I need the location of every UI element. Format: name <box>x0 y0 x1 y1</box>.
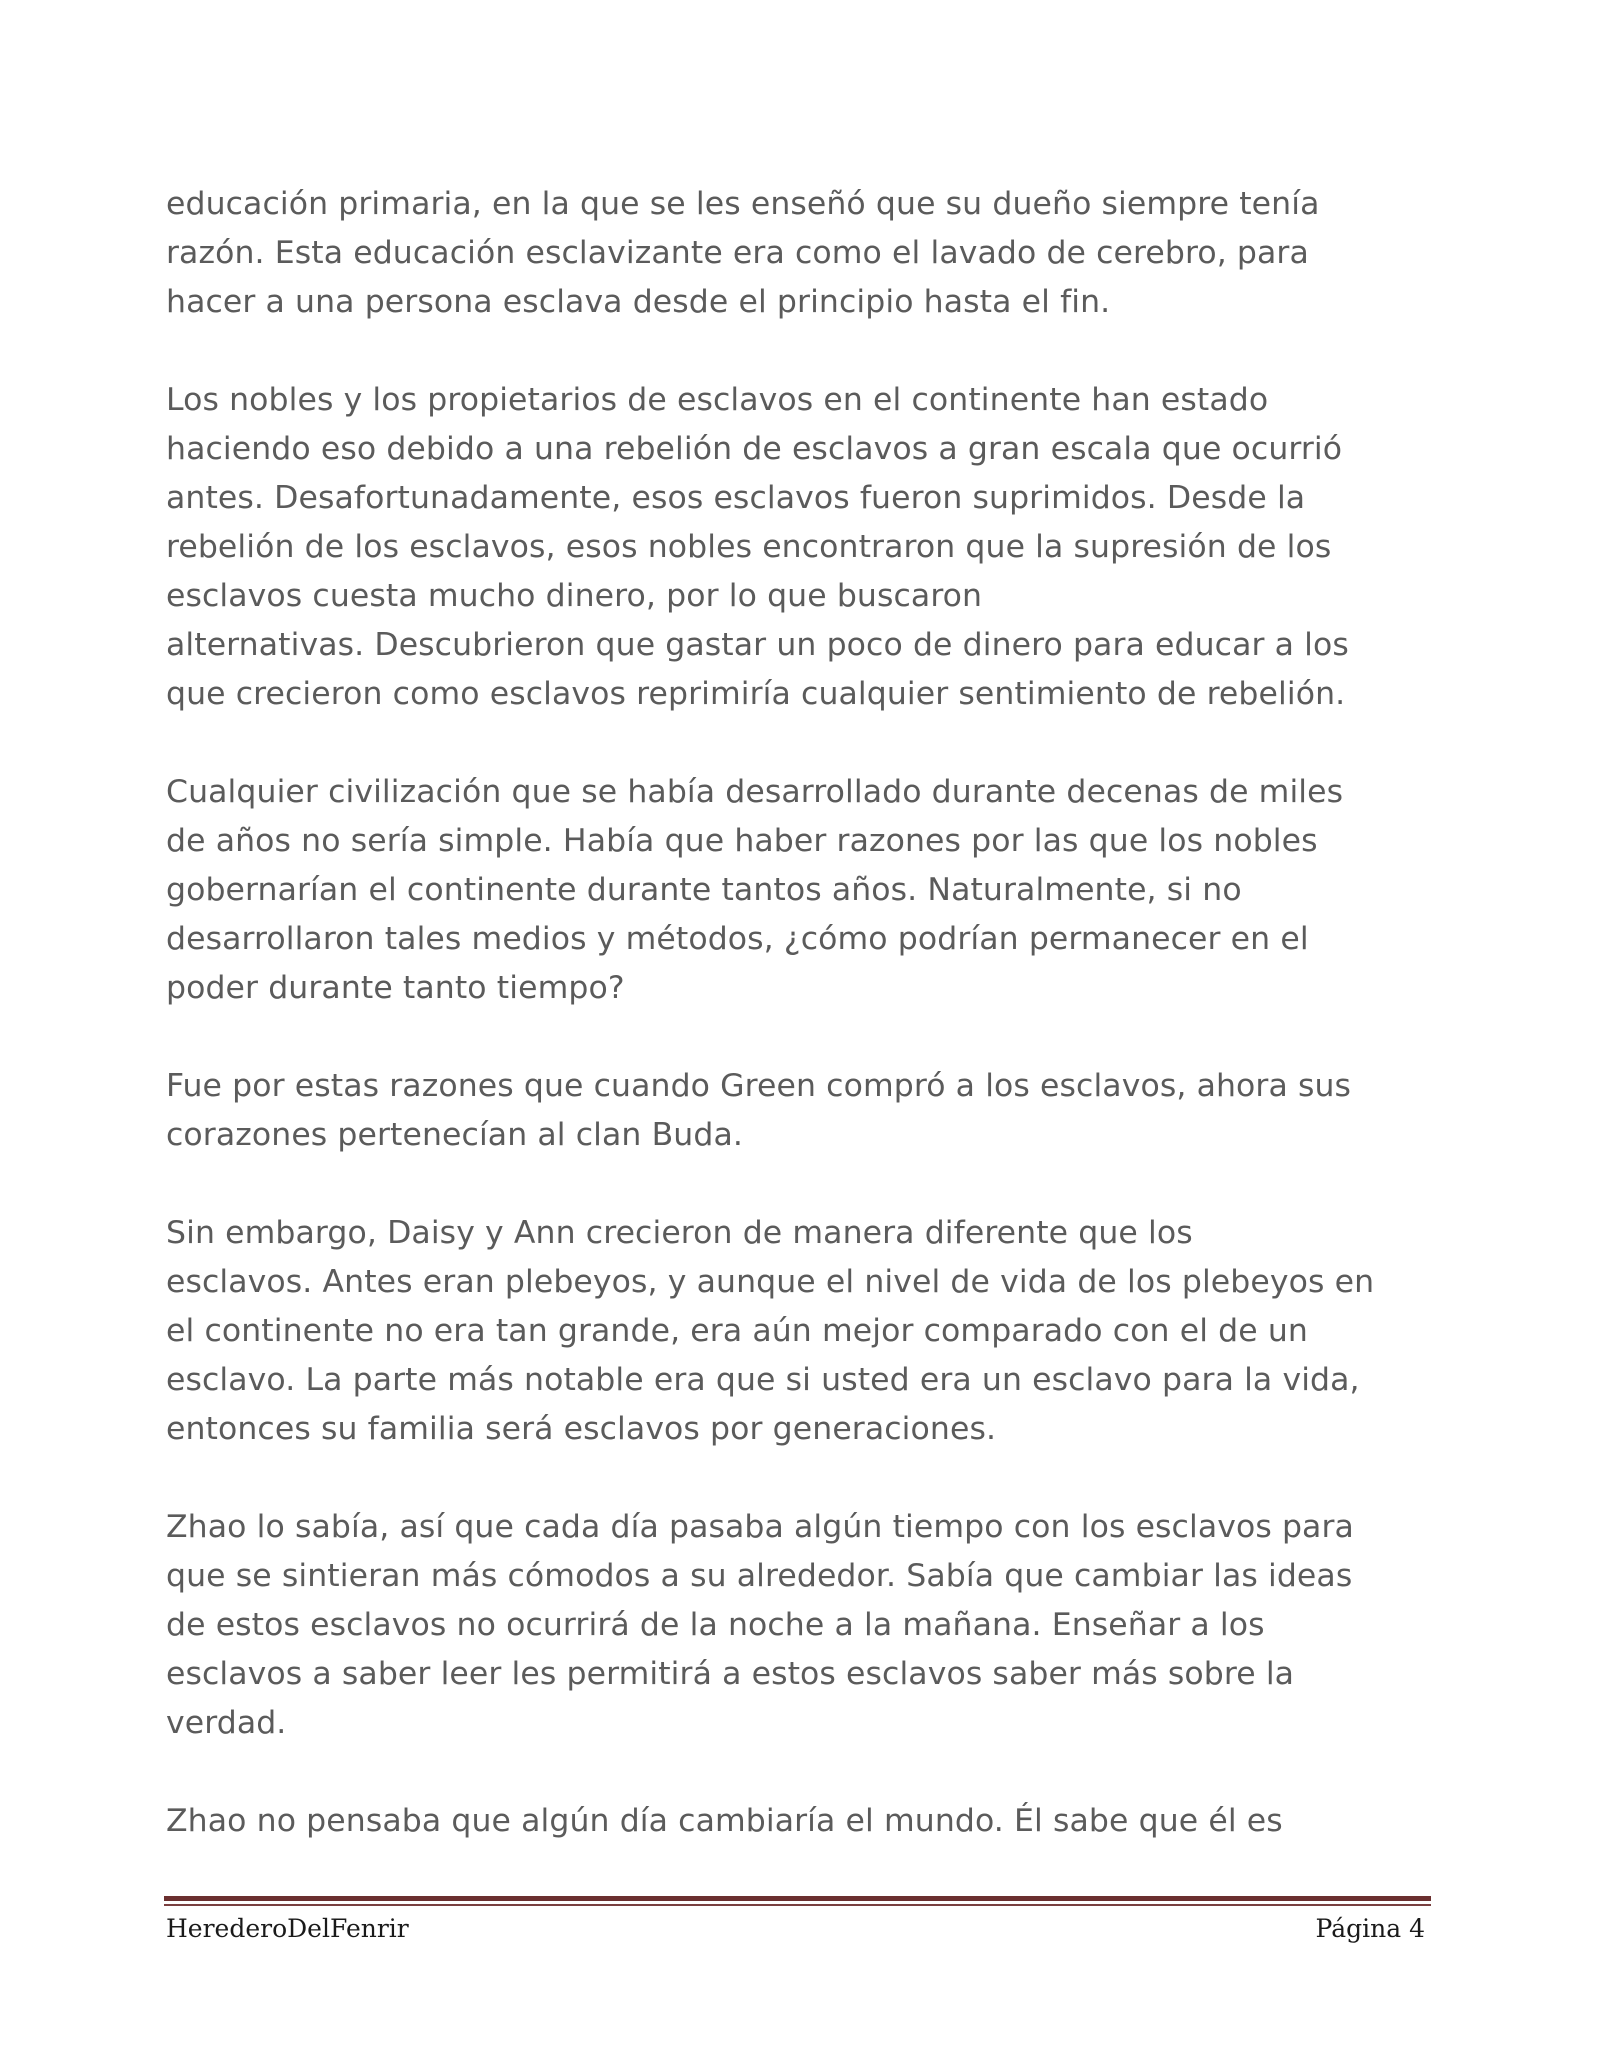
footer-rule-thick <box>164 1896 1431 1901</box>
text-line: antes. Desafortunadamente, esos esclavos fueron suprimidos. Desde la <box>166 480 1306 516</box>
text-line: corazones pertenecían al clan Buda. <box>166 1117 743 1153</box>
text-line: entonces su familia será esclavos por generaciones. <box>166 1411 997 1447</box>
text-line: Fue por estas razones que cuando Green compró a los esclavos, ahora sus <box>166 1068 1352 1104</box>
text-line: esclavo. La parte más notable era que si usted era un esclavo para la vida, <box>166 1362 1360 1398</box>
paragraph-2 <box>166 376 1436 719</box>
text-line: que se sintieran más cómodos a su alrededor. Sabía que cambiar las ideas <box>166 1558 1353 1594</box>
text-line: rebelión de los esclavos, esos nobles encontraron que la supresión de los <box>166 529 1332 565</box>
text-line: haciendo eso debido a una rebelión de esclavos a gran escala que ocurrió <box>166 431 1343 467</box>
text-line: esclavos cuesta mucho dinero, por lo que buscaron <box>166 578 983 614</box>
footer-author: HerederoDelFenrir <box>166 1914 409 1943</box>
text-line: esclavos a saber leer les permitirá a estos esclavos saber más sobre la <box>166 1656 1295 1692</box>
paragraph-1 <box>166 180 1436 327</box>
text-line: alternativas. Descubrieron que gastar un poco de dinero para educar a los <box>166 627 1349 663</box>
text-line: razón. Esta educación esclavizante era como el lavado de cerebro, para <box>166 235 1309 271</box>
footer-rule-thin <box>164 1904 1431 1906</box>
text-line: que crecieron como esclavos reprimiría cualquier sentimiento de rebelión. <box>166 676 1346 712</box>
text-line: Cualquier civilización que se había desarrollado durante decenas de miles <box>166 774 1344 810</box>
text-line: desarrollaron tales medios y métodos, ¿cómo podrían permanecer en el <box>166 921 1309 957</box>
text-line: Sin embargo, Daisy y Ann crecieron de manera diferente que los <box>166 1215 1193 1251</box>
paragraph-7 <box>166 1797 1436 1846</box>
text-line: gobernarían el continente durante tantos años. Naturalmente, si no <box>166 872 1242 908</box>
text-line: de años no sería simple. Había que haber razones por las que los nobles <box>166 823 1318 859</box>
text-line: verdad. <box>166 1705 287 1741</box>
text-line: el continente no era tan grande, era aún mejor comparado con el de un <box>166 1313 1308 1349</box>
paragraph-6 <box>166 1503 1436 1748</box>
text-line: de estos esclavos no ocurrirá de la noche a la mañana. Enseñar a los <box>166 1607 1265 1643</box>
text-line: Los nobles y los propietarios de esclavos en el continente han estado <box>166 382 1269 418</box>
paragraph-5 <box>166 1209 1436 1454</box>
body-text <box>166 180 1436 1846</box>
text-line: Zhao lo sabía, así que cada día pasaba algún tiempo con los esclavos para <box>166 1509 1354 1545</box>
text-line: Zhao no pensaba que algún día cambiaría el mundo. Él sabe que él es <box>166 1803 1283 1839</box>
text-line: esclavos. Antes eran plebeyos, y aunque el nivel de vida de los plebeyos en <box>166 1264 1375 1300</box>
paragraph-4 <box>166 1062 1436 1160</box>
footer-page-number: Página 4 <box>1315 1914 1425 1943</box>
text-line: educación primaria, en la que se les enseñó que su dueño siempre tenía <box>166 186 1320 222</box>
text-line: hacer a una persona esclava desde el principio hasta el fin. <box>166 284 1111 320</box>
paragraph-3 <box>166 768 1436 1013</box>
text-line: poder durante tanto tiempo? <box>166 970 625 1006</box>
